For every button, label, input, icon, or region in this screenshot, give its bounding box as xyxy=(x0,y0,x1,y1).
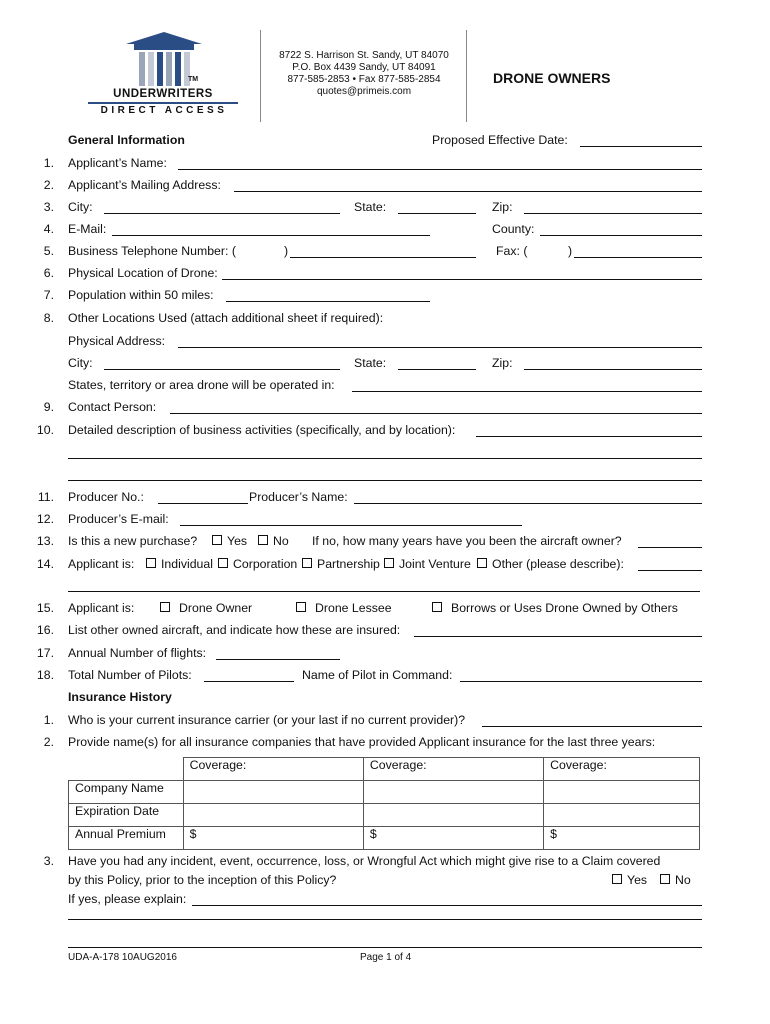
option-corporation[interactable] xyxy=(218,557,297,571)
fax-field[interactable] xyxy=(574,257,702,258)
explain-label: If yes, please explain: xyxy=(68,892,187,906)
other-city-field[interactable] xyxy=(104,369,340,370)
operation-area-field[interactable] xyxy=(352,391,702,392)
effective-date-field[interactable] xyxy=(580,146,702,147)
general-info-heading: General Information xyxy=(68,133,185,147)
header-divider-right xyxy=(466,30,467,122)
pilot-in-command-field[interactable] xyxy=(460,681,702,682)
company-name-cell-2[interactable] xyxy=(363,781,543,804)
years-owned-label: If no, how many years have you been the aircraft owner? xyxy=(312,534,622,548)
prior-incident-yes[interactable] xyxy=(612,873,647,887)
form-title: DRONE OWNERS xyxy=(493,70,611,86)
header-divider-left xyxy=(260,30,261,122)
table-row xyxy=(69,804,700,827)
applicant-name-field[interactable] xyxy=(178,169,702,170)
item-number-13: 13. xyxy=(36,534,54,548)
page-number: Page 1 of 4 xyxy=(360,952,412,963)
email-label: E-Mail: xyxy=(68,222,107,236)
expiration-date-cell-3[interactable] xyxy=(544,804,700,827)
prior-incident-line-2: by this Policy, prior to the inception of this Policy? xyxy=(68,873,337,887)
annual-premium-cell-3[interactable]: $ xyxy=(544,827,700,850)
applicant-role-label: Applicant is: xyxy=(68,601,135,615)
partnership-label: Partnership xyxy=(317,557,380,571)
drone-location-field[interactable] xyxy=(222,279,702,280)
item-number-5: 5. xyxy=(43,244,54,258)
business-activities-line-2[interactable] xyxy=(68,458,702,459)
table-row xyxy=(69,827,700,850)
corporation-checkbox[interactable] xyxy=(218,558,228,568)
annual-premium-cell-1[interactable]: $ xyxy=(183,827,363,850)
borrows-drone-checkbox[interactable] xyxy=(432,602,442,612)
operation-area-label: States, territory or area drone will be operated in: xyxy=(68,378,335,392)
item-number-2: 2. xyxy=(43,178,54,192)
company-name-cell-3[interactable] xyxy=(544,781,700,804)
option-borrows-drone[interactable] xyxy=(432,601,678,615)
other-state-field[interactable] xyxy=(398,369,476,370)
address-line-2: P.O. Box 4439 Sandy, UT 84091 xyxy=(292,62,436,73)
insurance-number-3: 3. xyxy=(43,854,54,868)
other-checkbox[interactable] xyxy=(477,558,487,568)
fax-paren: ) xyxy=(568,244,573,258)
no-label: No xyxy=(273,534,289,548)
effective-date-label: Proposed Effective Date: xyxy=(432,133,568,147)
expiration-date-cell-2[interactable] xyxy=(363,804,543,827)
company-logo xyxy=(84,30,244,122)
producer-email-label: Producer’s E-mail: xyxy=(68,512,169,526)
item-number-15: 15. xyxy=(36,601,54,615)
explain-field[interactable] xyxy=(192,905,702,906)
drone-lessee-checkbox[interactable] xyxy=(296,602,306,612)
mailing-address-field[interactable] xyxy=(234,191,702,192)
business-phone-label: Business Telephone Number: ( xyxy=(68,244,236,258)
population-label: Population within 50 miles: xyxy=(68,288,214,302)
explain-line-2[interactable] xyxy=(68,919,702,920)
annual-premium-cell-2[interactable]: $ xyxy=(363,827,543,850)
other-aircraft-field[interactable] xyxy=(414,636,702,637)
email-field[interactable] xyxy=(112,235,430,236)
coverage-header-3: Coverage: xyxy=(544,758,700,781)
total-pilots-label: Total Number of Pilots: xyxy=(68,668,192,682)
logo-rule xyxy=(88,102,238,104)
incident-no-checkbox[interactable] xyxy=(660,874,670,884)
joint-venture-label: Joint Venture xyxy=(399,557,471,571)
company-name-label: Company Name xyxy=(69,781,184,804)
other-describe-field[interactable] xyxy=(638,570,702,571)
county-field[interactable] xyxy=(540,235,702,236)
other-zip-label: Zip: xyxy=(492,356,513,370)
individual-label: Individual xyxy=(161,557,213,571)
yes-checkbox[interactable] xyxy=(212,535,222,545)
physical-address-label: Physical Address: xyxy=(68,334,166,348)
borrows-drone-label: Borrows or Uses Drone Owned by Others xyxy=(451,601,678,615)
producer-email-field[interactable] xyxy=(180,525,522,526)
contact-person-field[interactable] xyxy=(170,413,702,414)
incident-no-label: No xyxy=(675,873,691,887)
drone-location-label: Physical Location of Drone: xyxy=(68,266,218,280)
other-city-label: City: xyxy=(68,356,93,370)
option-other[interactable] xyxy=(477,557,624,571)
item-number-7: 7. xyxy=(43,288,54,302)
company-address xyxy=(262,50,466,98)
applicant-name-label: Applicant’s Name: xyxy=(68,156,167,170)
other-state-label: State: xyxy=(354,356,387,370)
insurance-history-table xyxy=(68,757,700,850)
item-number-18: 18. xyxy=(36,668,54,682)
new-purchase-label: Is this a new purchase? xyxy=(68,534,198,548)
item-number-12: 12. xyxy=(36,512,54,526)
item-number-17: 17. xyxy=(36,646,54,660)
address-line-4: quotes@primeis.com xyxy=(316,86,412,97)
county-label: County: xyxy=(492,222,535,236)
new-purchase-no[interactable] xyxy=(258,534,289,548)
partnership-checkbox[interactable] xyxy=(302,558,312,568)
fax-label: Fax: ( xyxy=(496,244,528,258)
item-number-6: 6. xyxy=(43,266,54,280)
logo-brand-line1: UNDERWRITERS xyxy=(113,88,213,100)
producer-no-label: Producer No.: xyxy=(68,490,144,504)
mailing-address-label: Applicant’s Mailing Address: xyxy=(68,178,221,192)
current-carrier-label: Who is your current insurance carrier (or your last if no current provider)? xyxy=(68,713,466,727)
insurance-history-heading: Insurance History xyxy=(68,690,172,704)
item-number-16: 16. xyxy=(36,623,54,637)
drone-owner-label: Drone Owner xyxy=(179,601,253,615)
city-label: City: xyxy=(68,200,93,214)
form-id: UDA-A-178 10AUG2016 xyxy=(68,952,177,963)
current-carrier-field[interactable] xyxy=(482,726,702,727)
address-line-1: 8722 S. Harrison St. Sandy, UT 84070 xyxy=(279,50,449,61)
years-owned-field[interactable] xyxy=(638,547,702,548)
coverage-header-1: Coverage: xyxy=(183,758,363,781)
annual-flights-field[interactable] xyxy=(216,659,340,660)
table-corner-cell xyxy=(69,758,184,781)
item-number-9: 9. xyxy=(43,400,54,414)
option-joint-venture[interactable] xyxy=(384,557,471,571)
option-drone-owner[interactable] xyxy=(160,601,252,615)
incident-yes-checkbox[interactable] xyxy=(612,874,622,884)
address-line-3: 877-585-2853 • Fax 877-585-2854 xyxy=(287,74,441,85)
applicant-type-label: Applicant is: xyxy=(68,557,135,571)
annual-flights-label: Annual Number of flights: xyxy=(68,646,207,660)
business-activities-field[interactable] xyxy=(476,436,702,437)
business-activities-label: Detailed description of business activities (specifically, and by location): xyxy=(68,423,456,437)
individual-checkbox[interactable] xyxy=(146,558,156,568)
footer-rule xyxy=(68,947,702,948)
item-number-11: 11. xyxy=(37,490,54,504)
other-aircraft-label: List other owned aircraft, and indicate how these are insured: xyxy=(68,623,401,637)
producer-name-label: Producer’s Name: xyxy=(249,490,348,504)
table-header-row xyxy=(69,758,700,781)
state-field[interactable] xyxy=(398,213,476,214)
insurance-number-1: 1. xyxy=(43,713,54,727)
item-number-3: 3. xyxy=(43,200,54,214)
zip-field[interactable] xyxy=(524,213,702,214)
drone-lessee-label: Drone Lessee xyxy=(315,601,392,615)
coverage-header-2: Coverage: xyxy=(363,758,543,781)
contact-person-label: Contact Person: xyxy=(68,400,157,414)
option-individual[interactable] xyxy=(146,557,213,571)
item-number-4: 4. xyxy=(43,222,54,236)
business-activities-line-3[interactable] xyxy=(68,480,702,481)
option-partnership[interactable] xyxy=(302,557,380,571)
company-name-cell-1[interactable] xyxy=(183,781,363,804)
expiration-date-cell-1[interactable] xyxy=(183,804,363,827)
joint-venture-checkbox[interactable] xyxy=(384,558,394,568)
other-zip-field[interactable] xyxy=(524,369,702,370)
logo-tm: TM xyxy=(188,76,199,83)
zip-label: Zip: xyxy=(492,200,513,214)
pilot-in-command-label: Name of Pilot in Command: xyxy=(302,668,453,682)
city-field[interactable] xyxy=(104,213,340,214)
new-purchase-yes[interactable] xyxy=(212,534,247,548)
annual-premium-label: Annual Premium xyxy=(69,827,184,850)
drone-owner-checkbox[interactable] xyxy=(160,602,170,612)
incident-yes-label: Yes xyxy=(627,873,648,887)
business-phone-paren: ) xyxy=(284,244,289,258)
item-number-10: 10. xyxy=(36,423,54,437)
logo-brand-line2: DIRECT ACCESS xyxy=(100,105,228,116)
yes-label: Yes xyxy=(227,534,248,548)
table-row xyxy=(69,781,700,804)
population-field[interactable] xyxy=(226,301,430,302)
item-number-14: 14. xyxy=(36,557,54,571)
no-checkbox[interactable] xyxy=(258,535,268,545)
corporation-label: Corporation xyxy=(233,557,298,571)
prior-incident-no[interactable] xyxy=(660,873,691,887)
option-drone-lessee[interactable] xyxy=(296,601,392,615)
other-label: Other (please describe): xyxy=(492,557,624,571)
expiration-date-label: Expiration Date xyxy=(69,804,184,827)
insurance-number-2: 2. xyxy=(43,735,54,749)
total-pilots-field[interactable] xyxy=(204,681,294,682)
item-number-8: 8. xyxy=(43,311,54,325)
item-number-1: 1. xyxy=(43,156,54,170)
physical-address-field[interactable] xyxy=(178,347,702,348)
producer-no-field[interactable] xyxy=(158,503,248,504)
business-phone-field[interactable] xyxy=(290,257,476,258)
other-locations-label: Other Locations Used (attach additional sheet if required): xyxy=(68,311,384,325)
building-icon xyxy=(84,30,244,92)
other-describe-line-2[interactable] xyxy=(68,591,700,592)
prior-incident-line-1: Have you had any incident, event, occurrence, loss, or Wrongful Act which might give rise to a Claim covered xyxy=(68,854,661,868)
producer-name-field[interactable] xyxy=(354,503,702,504)
prior-carriers-label: Provide name(s) for all insurance companies that have provided Applicant insurance for the last three years: xyxy=(68,735,656,749)
state-label: State: xyxy=(354,200,387,214)
